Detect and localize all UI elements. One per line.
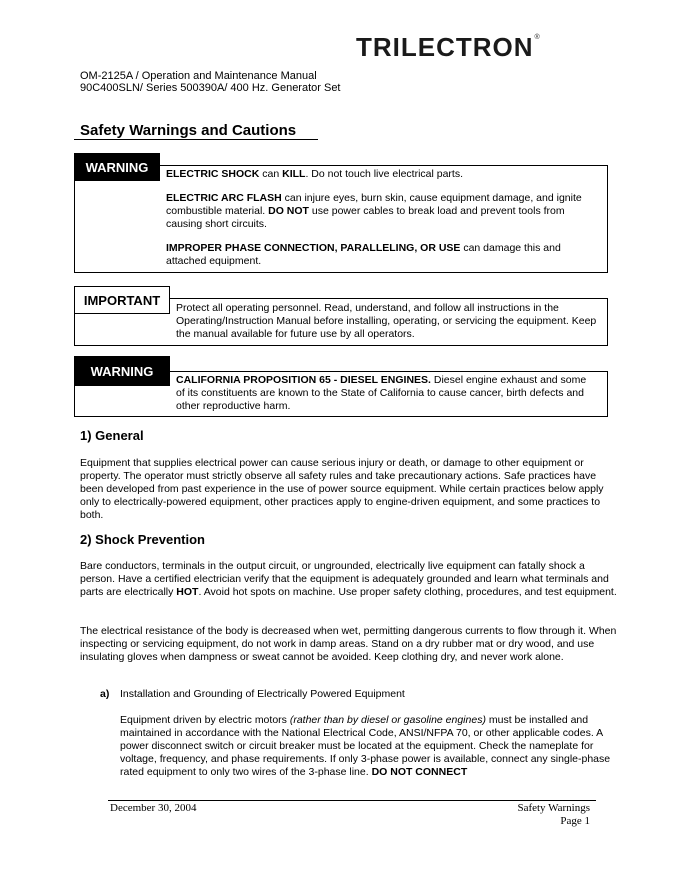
registered-mark: ®: [534, 34, 541, 41]
warning-tab-2: WARNING: [74, 356, 170, 386]
page-number: Page 1: [560, 815, 590, 827]
subsection-a-heading: a) Installation and Grounding of Electrically Powered Equipment: [100, 688, 405, 700]
footer-section: Safety Warnings: [517, 802, 590, 814]
manual-title: OM-2125A / Operation and Maintenance Manual: [80, 70, 317, 82]
logo-text: TRILECTRON: [356, 32, 534, 62]
warning-tab-1: WARNING: [74, 153, 160, 181]
general-paragraph: Equipment that supplies electrical power can cause serious injury or death, or damage to other equipment or property. The operator must strictly observe all safety rules and take precautionary actions. Safe practices have been developed from past experience in the use of power source equipment. While certain practices below apply only to electrically-powered equipment, other practices apply to engine-driven equipment, and some practices to both.: [80, 457, 604, 521]
footer-date: December 30, 2004: [110, 802, 197, 814]
shock-prevention-heading: 2) Shock Prevention: [80, 532, 205, 547]
shock-paragraph-2: The electrical resistance of the body is decreased when wet, permitting dangerous currents to flow through it. When inspecting or servicing equipment, do not work in damp areas. Stand on a dry rubber mat or dry wood, and use insulating gloves when dampness or sweat cannot be avoided. Keep clothing dry, and never work alone.: [80, 625, 617, 663]
model-line: 90C400SLN/ Series 500390A/ 400 Hz. Generator Set: [80, 82, 341, 94]
important-tab: IMPORTANT: [74, 286, 170, 314]
general-heading: 1) General: [80, 428, 144, 443]
page-title: Safety Warnings and Cautions: [74, 120, 318, 140]
footer-rule: [108, 800, 596, 801]
warning-1-text: ELECTRIC SHOCK can KILL. Do not touch live electrical parts. ELECTRIC ARC FLASH can injure eyes, burn skin, cause equipment damage, and ignite combustible material. DO NOT use power cables to break load and prevent tools from causing short circuits. IMPROPER PHASE CONNECTION, PARALLELING, OR USE can damage this and attached equipment.: [166, 168, 582, 267]
subsection-a-paragraph: Equipment driven by electric motors (rather than by diesel or gasoline engines) must be installed and maintained in accordance with the National Electrical Code, ANSI/NFPA 70, or other applicable codes. A power disconnect switch or circuit breaker must be located at the equipment. Check the nameplate for voltage, frequency, and phase requirements. If only 3-phase power is available, connect any single-phase rated equipment to only two wires of the 3-phase line. DO NOT CONNECT: [120, 714, 611, 778]
prop65-text: CALIFORNIA PROPOSITION 65 - DIESEL ENGINES. Diesel engine exhaust and some of its constituents are known to the State of California to cause cancer, birth defects and other reproductive harm.: [176, 374, 587, 412]
trilectron-logo: [356, 34, 541, 60]
important-text: Protect all operating personnel. Read, understand, and follow all instructions in the Operating/Instruction Manual before installing, operating, or servicing the equipment. Keep the manual available for future use by all operators.: [176, 302, 597, 340]
shock-paragraph-1: Bare conductors, terminals in the output circuit, or ungrounded, electrically live equipment can fatally shock a person. Have a certified electrician verify that the equipment is adequately grounded and learn what terminals and parts are electrically HOT. Avoid hot spots on machine. Use proper safety clothing, procedures, and test equipment.: [80, 560, 617, 598]
